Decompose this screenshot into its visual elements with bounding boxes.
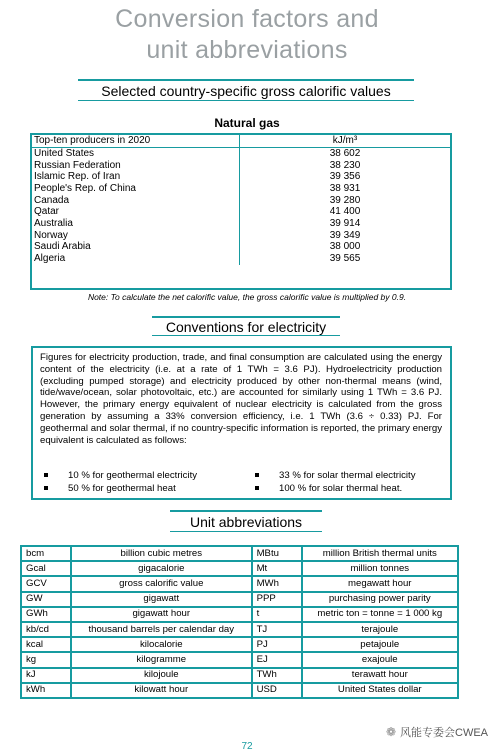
country-cell: Norway bbox=[32, 230, 240, 242]
table-header-row bbox=[32, 135, 450, 147]
description-cell: gigawatt bbox=[71, 592, 252, 607]
table-row bbox=[32, 253, 450, 265]
gas-note: Note: To calculate the net calorific value, the gross calorific value is multiplied by 0.9. bbox=[87, 292, 407, 302]
abbreviation-cell: TWh bbox=[252, 668, 302, 683]
page-number: 72 bbox=[241, 741, 253, 752]
country-cell: People's Rep. of China bbox=[32, 183, 240, 195]
abbreviation-cell: USD bbox=[252, 683, 302, 698]
wechat-icon: ❁ bbox=[385, 725, 396, 739]
description-cell: million tonnes bbox=[302, 561, 458, 576]
watermark: ❁ 风能专委会CWEA bbox=[385, 725, 488, 739]
value-cell: 38 602 bbox=[329, 147, 361, 159]
description-cell: terawatt hour bbox=[302, 668, 458, 683]
table-row bbox=[21, 607, 458, 622]
description-cell: kilowatt hour bbox=[71, 683, 252, 698]
table-row bbox=[32, 241, 450, 253]
table-row bbox=[21, 546, 458, 561]
section-heading-electricity: Conventions for electricity bbox=[152, 316, 340, 336]
unit-column-header: kJ/m³ bbox=[240, 135, 451, 147]
abbreviation-cell: kWh bbox=[21, 683, 71, 698]
country-cell: Canada bbox=[32, 194, 240, 206]
table-row bbox=[32, 159, 450, 171]
description-cell: megawatt hour bbox=[302, 576, 458, 591]
table-row bbox=[32, 147, 450, 159]
country-cell: Qatar bbox=[32, 206, 240, 218]
abbreviation-cell: GCV bbox=[21, 576, 71, 591]
table-row bbox=[21, 576, 458, 591]
table-row bbox=[21, 683, 458, 698]
abbreviation-cell: MBtu bbox=[252, 546, 302, 561]
table-row bbox=[21, 561, 458, 576]
value-cell: 39 349 bbox=[329, 229, 361, 241]
description-cell: kilogramme bbox=[71, 652, 252, 667]
abbreviation-cell: MWh bbox=[252, 576, 302, 591]
table-row bbox=[21, 622, 458, 637]
page-title-line2: unit abbreviations bbox=[146, 36, 348, 64]
description-cell: exajoule bbox=[302, 652, 458, 667]
country-cell: United States bbox=[32, 147, 240, 159]
table-row bbox=[32, 171, 450, 183]
abbreviation-cell: kg bbox=[21, 652, 71, 667]
description-cell: gigawatt hour bbox=[71, 607, 252, 622]
table-row bbox=[21, 652, 458, 667]
abbreviation-cell: PPP bbox=[252, 592, 302, 607]
description-cell: million British thermal units bbox=[302, 546, 458, 561]
table-row bbox=[32, 218, 450, 230]
abbreviation-cell: GWh bbox=[21, 607, 71, 622]
abbreviation-cell: GW bbox=[21, 592, 71, 607]
description-cell: billion cubic metres bbox=[71, 546, 252, 561]
table-row bbox=[32, 230, 450, 242]
abbreviation-cell: Mt bbox=[252, 561, 302, 576]
natural-gas-subtitle: Natural gas bbox=[214, 116, 280, 130]
value-cell: 39 565 bbox=[329, 253, 361, 265]
value-cell: 39 356 bbox=[329, 171, 361, 183]
table-row bbox=[32, 194, 450, 206]
country-cell: Saudi Arabia bbox=[32, 241, 240, 253]
table-row bbox=[21, 668, 458, 683]
table-row bbox=[32, 206, 450, 218]
table-row bbox=[21, 592, 458, 607]
bullet-item: 50 % for geothermal heat bbox=[44, 483, 176, 495]
value-cell: 38 000 bbox=[329, 241, 361, 253]
abbreviation-cell: Gcal bbox=[21, 561, 71, 576]
page-title-line1: Conversion factors and bbox=[115, 5, 379, 33]
country-cell: Algeria bbox=[32, 253, 240, 265]
abbreviation-cell: EJ bbox=[252, 652, 302, 667]
abbreviation-cell: kcal bbox=[21, 637, 71, 652]
abbreviation-cell: t bbox=[252, 607, 302, 622]
description-cell: United States dollar bbox=[302, 683, 458, 698]
description-cell: metric ton = tonne = 1 000 kg bbox=[302, 607, 458, 622]
description-cell: thousand barrels per calendar day bbox=[71, 622, 252, 637]
table-row bbox=[21, 637, 458, 652]
value-cell: 38 230 bbox=[329, 159, 361, 171]
description-cell: kilojoule bbox=[71, 668, 252, 683]
value-cell: 39 914 bbox=[329, 217, 361, 229]
section-heading-calorific: Selected country-specific gross calorific values bbox=[78, 79, 414, 101]
electricity-text: Figures for electricity production, trade, and final consumption are calculated using the energy content of the electricity (i.e. at a rate of 1 TWh = 3.6 PJ). Hydroelectricity production (excluding pumped storage) and electricity produced by other non-thermal means (wind, tide/wave/ocean, solar photovoltaic, etc.) are accounted for similarly using 1 TWh = 3.6 PJ. However, the primary energy equivalent of nuclear electricity is calculated from the gross generation by assuming a 33% conversion efficiency, i.e. 1 TWh (3.6 ÷ 0.33) PJ. For geothermal and solar thermal, if no country-specific information is reported, the primary energy equivalent is calculated as follows: bbox=[40, 352, 442, 446]
abbreviation-cell: kb/cd bbox=[21, 622, 71, 637]
bullet-item: 33 % for solar thermal electricity bbox=[255, 470, 416, 482]
abbreviation-cell: kJ bbox=[21, 668, 71, 683]
description-cell: gross calorific value bbox=[71, 576, 252, 591]
section-heading-units: Unit abbreviations bbox=[170, 510, 322, 532]
bullet-item: 10 % for geothermal electricity bbox=[44, 470, 197, 482]
abbreviation-cell: bcm bbox=[21, 546, 71, 561]
abbreviation-cell: PJ bbox=[252, 637, 302, 652]
description-cell: petajoule bbox=[302, 637, 458, 652]
country-cell: Islamic Rep. of Iran bbox=[32, 171, 240, 183]
natural-gas-table bbox=[32, 135, 450, 265]
description-cell: kilocalorie bbox=[71, 637, 252, 652]
bullet-item: 100 % for solar thermal heat. bbox=[255, 483, 402, 495]
description-cell: purchasing power parity bbox=[302, 592, 458, 607]
producer-column-header: Top-ten producers in 2020 bbox=[32, 135, 240, 147]
country-cell: Australia bbox=[32, 218, 240, 230]
description-cell: gigacalorie bbox=[71, 561, 252, 576]
unit-abbreviations-table bbox=[20, 545, 459, 699]
description-cell: terajoule bbox=[302, 622, 458, 637]
value-cell: 41 400 bbox=[329, 206, 361, 218]
country-cell: Russian Federation bbox=[32, 159, 240, 171]
value-cell: 39 280 bbox=[329, 194, 361, 206]
value-cell: 38 931 bbox=[329, 182, 361, 194]
table-row bbox=[32, 183, 450, 195]
abbreviation-cell: TJ bbox=[252, 622, 302, 637]
